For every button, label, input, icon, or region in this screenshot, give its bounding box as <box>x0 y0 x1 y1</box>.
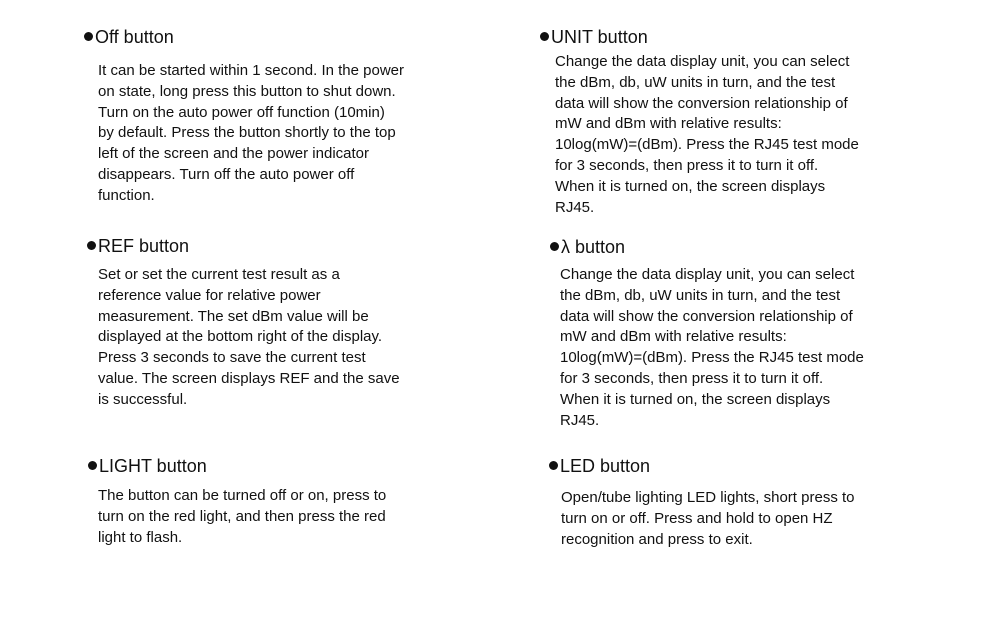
led-button-title: LED button <box>560 456 651 476</box>
section-heading <box>88 455 207 477</box>
lambda-button-section <box>550 236 864 429</box>
bullet-icon <box>540 32 549 41</box>
lambda-button-title: λ button <box>561 237 626 257</box>
section-heading <box>84 26 174 48</box>
led-button-description: Open/tube lighting LED lights, short press to turn on or off. Press and hold to open HZ recognition and press to exit. <box>561 489 855 548</box>
unit-button-section <box>540 26 859 216</box>
unit-button-title: UNIT button <box>551 27 648 47</box>
ref-button-title: REF button <box>98 236 190 256</box>
bullet-icon <box>88 461 97 470</box>
light-button-section <box>88 455 387 546</box>
lambda-button-description: Change the data display unit, you can select the dBm, db, uW units in turn, and the test data will show the conversion relationship of mW and dBm with relative results: 10log(mW)=(dBm). Press the RJ45 test mode for 3 seconds, then press it to turn it off. When it is turned on, the screen displays RJ45. <box>560 266 864 429</box>
ref-button-section <box>87 235 400 408</box>
light-button-description: The button can be turned off or on, press to turn on the red light, and then press the red light to flash. <box>98 487 387 546</box>
off-button-section <box>84 26 405 204</box>
bullet-icon <box>84 32 93 41</box>
section-heading <box>540 26 648 48</box>
unit-button-description: Change the data display unit, you can select the dBm, db, uW units in turn, and the test data will show the conversion relationship of mW and dBm with relative results: 10log(mW)=(dBm). Press the RJ45 test mode for 3 seconds, then press it to turn it off. When it is turned on, the screen displays RJ45. <box>555 53 859 216</box>
light-button-title: LIGHT button <box>99 456 207 476</box>
section-heading <box>549 455 650 477</box>
off-button-title: Off button <box>95 27 174 47</box>
bullet-icon <box>550 242 559 251</box>
bullet-icon <box>549 461 558 470</box>
led-button-section <box>549 455 855 548</box>
bullet-icon <box>87 241 96 250</box>
ref-button-description: Set or set the current test result as a reference value for relative power measurement. The set dBm value will be displayed at the bottom right of the display. Press 3 seconds to save the current test value. The screen displays REF and the save is successful. <box>98 266 400 408</box>
section-heading <box>550 236 625 258</box>
section-heading <box>87 235 189 257</box>
off-button-description: It can be started within 1 second. In the power on state, long press this button to shut down. Turn on the auto power off function (10min) by default. Press the button shortly to the top left of the screen and the power indicator disappears. Turn off the auto power off function. <box>98 62 405 204</box>
